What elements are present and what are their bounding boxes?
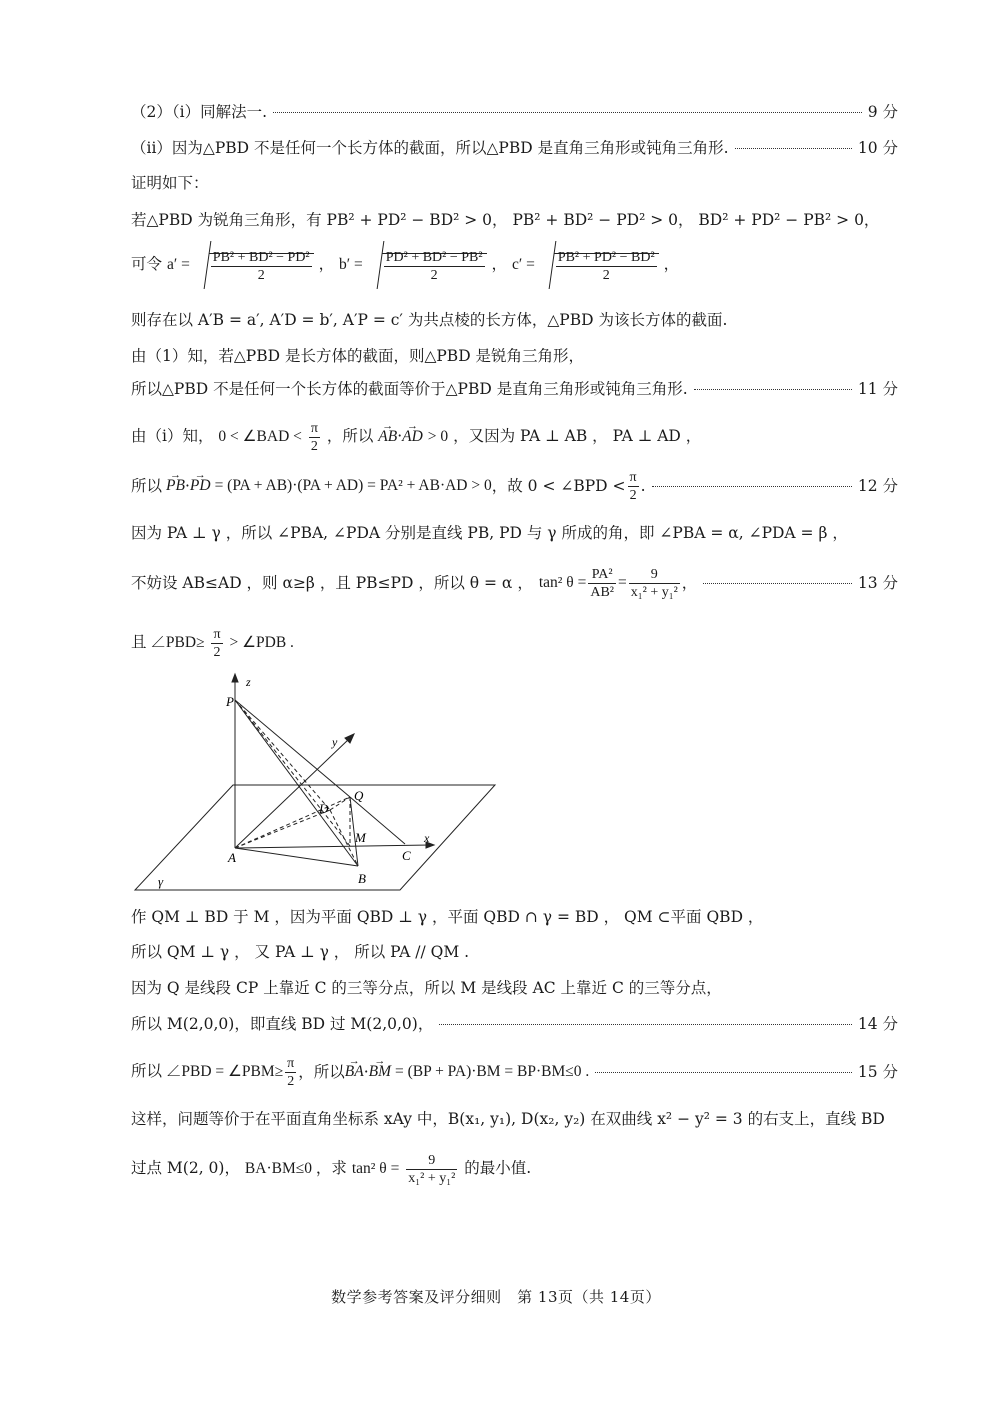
frac-den: 2 bbox=[213, 644, 221, 660]
c-prime-label: c′ = bbox=[511, 256, 535, 273]
label-y: y bbox=[332, 735, 338, 749]
line-10-prefix: 所以 bbox=[131, 477, 163, 495]
leader-dots bbox=[735, 137, 852, 149]
frac-num: π bbox=[287, 1055, 295, 1071]
tan-squared-2: tan² θ = bbox=[351, 1160, 400, 1177]
score-13: 13 分 bbox=[857, 574, 898, 592]
frac-den: 2 bbox=[430, 267, 438, 283]
label-P: P bbox=[226, 694, 234, 709]
edge-AD bbox=[235, 810, 330, 848]
line-12: 不妨设 AB≤AD ，则 α≥β ，且 PB≤PD ，所以 θ = α ， tan² θ = $\frac{\text{PA²}}{\text{AB²}}$ = $\frac{9}{\text{x₁² + y₁²}}$ ， 13 分 bbox=[131, 558, 898, 608]
leader-dots bbox=[439, 1013, 852, 1025]
x-axis bbox=[235, 845, 430, 848]
frac-num: PB² + PD² − BD² bbox=[557, 249, 655, 265]
line-13-prefix: 且 ∠PBD≥ bbox=[131, 634, 205, 651]
line-10: 所以 → PB · → PD = (PA + AB)·(PA + AD) = PA² + AB·AD > 0 ，故 0 < ∠BPD < $\frac{\pi}{2}$ . 12 分 bbox=[131, 466, 898, 506]
line-6: 则存在以 A′B = a′, A′D = b′, A′P = c′ 为共点棱的长方体，△PBD 为该长方体的截面. bbox=[131, 311, 728, 329]
frac-den: x₁² + y₁² bbox=[630, 584, 678, 600]
a-prime-label: a′ = bbox=[166, 256, 190, 273]
line-10-conclusion: ，故 0 < ∠BPD < bbox=[491, 477, 626, 495]
line-5-prefix: 可令 bbox=[131, 255, 163, 273]
pi-over-2 bbox=[211, 626, 222, 661]
line-3: 证明如下： bbox=[131, 174, 209, 192]
line-9-prefix: 由（i）知， bbox=[131, 427, 214, 445]
plane-gamma bbox=[135, 785, 495, 890]
score-11: 11 分 bbox=[857, 380, 898, 398]
line-14: 作 QM ⊥ BD 于 M ，因为平面 QBD ⊥ γ ，平面 QBD ∩ γ = BD ， QM ⊂平面 QBD ， bbox=[131, 908, 764, 926]
vec-bm: → BM bbox=[369, 1052, 391, 1092]
vec-pb: → PB bbox=[166, 466, 185, 506]
line-9-suffix: ，又因为 PA ⊥ AB ， PA ⊥ AD ， bbox=[453, 427, 702, 445]
frac-num: PA² bbox=[588, 566, 616, 584]
frac-num: π bbox=[629, 469, 637, 485]
vec-pd: → PD bbox=[190, 466, 211, 506]
line-10-equation: = (PA + AB)·(PA + AD) = PA² + AB·AD > 0 bbox=[214, 477, 492, 494]
vec-ba: → BA bbox=[345, 1052, 364, 1092]
line-19: 这样，问题等价于在平面直角坐标系 xAy 中，B(x₁, y₁), D(x₂, y₂) 在双曲线 x² − y² = 3 的右支上，直线 BD bbox=[131, 1110, 885, 1128]
frac-den: 2 bbox=[287, 1073, 295, 1089]
edge-PB bbox=[235, 700, 358, 866]
line-18-equation: = (BP + PA)·BM = BP·BM≤0 . bbox=[395, 1063, 590, 1080]
pi-over-2 bbox=[285, 1055, 296, 1090]
leader-dots bbox=[273, 101, 862, 113]
line-11: 因为 PA ⊥ γ ，所以 ∠PBA, ∠PDA 分别是直线 PB, PD 与 γ 所成的角，即 ∠PBA = α, ∠PDA = β ， bbox=[131, 524, 848, 542]
score-12: 12 分 bbox=[857, 477, 898, 495]
frac-den: 2 bbox=[602, 267, 610, 283]
edge-PM bbox=[235, 700, 350, 846]
line-9: 由（i）知， 0 < ∠BAD < $\frac{\pi}{2}$ ，所以 → AB·→ AD > 0 ，又因为 PA ⊥ AB ， PA ⊥ AD ， bbox=[131, 416, 701, 457]
leader-dots bbox=[703, 583, 852, 584]
frac-den: x₁² + y₁² bbox=[408, 1170, 456, 1186]
gt-zero: > 0 bbox=[427, 428, 449, 445]
line-8-text: 所以△PBD 不是任何一个长方体的截面等价于△PBD 是直角三角形或钝角三角形. bbox=[131, 380, 688, 398]
label-x: x bbox=[424, 831, 430, 845]
edge-AQ bbox=[235, 797, 350, 848]
score-1: 9 分 bbox=[867, 103, 898, 121]
frac-num: π bbox=[213, 626, 221, 642]
label-z: z bbox=[246, 675, 251, 689]
label-C: C bbox=[402, 848, 411, 863]
line-13-suffix: > ∠PDB . bbox=[229, 634, 294, 651]
line-20-suffix: 的最小值. bbox=[464, 1159, 532, 1177]
label-M: M bbox=[355, 830, 366, 845]
vec-ad: → AD bbox=[402, 417, 423, 457]
line-20-prefix: 过点 M(2, 0)， bbox=[131, 1159, 240, 1177]
line-7: 由（1）知，若△PBD 是长方体的截面，则△PBD 是锐角三角形， bbox=[131, 347, 585, 365]
line-4: 若△PBD 为锐角三角形，有 PB² + PD² − BD² > 0， PB² + BD² − PD² > 0， BD² + PD² − PB² > 0， bbox=[131, 211, 880, 229]
line-2 bbox=[131, 137, 898, 159]
label-Q: Q bbox=[354, 788, 364, 803]
line-18: 所以 ∠PBD = ∠PBM≥ $\frac{\pi}{2}$ ，所以 → BA · → BM = (BP + PA)·BM = BP·BM≤0 . 15 分 bbox=[131, 1052, 898, 1092]
bad-inequality: 0 < ∠BAD < bbox=[218, 428, 302, 445]
pi-over-2 bbox=[309, 420, 320, 455]
label-A: A bbox=[228, 850, 236, 865]
line-8 bbox=[131, 378, 898, 400]
label-D: D bbox=[319, 801, 329, 816]
nine-over-x1y1 bbox=[629, 566, 680, 601]
frac-den: AB² bbox=[590, 584, 614, 600]
vec-ab: → AB bbox=[378, 417, 397, 457]
score-2: 10 分 bbox=[857, 139, 898, 157]
pi-over-2 bbox=[628, 469, 639, 504]
line-20-condition: BA·BM≤0 ，求 bbox=[244, 1160, 347, 1177]
frac-num: 9 bbox=[406, 1152, 457, 1170]
edge-AB bbox=[235, 848, 358, 866]
label-gamma: γ bbox=[158, 874, 164, 889]
leader-dots bbox=[694, 378, 852, 390]
edge-DQ bbox=[330, 797, 350, 810]
frac-num: π bbox=[310, 420, 318, 436]
nine-over-x1y1-2 bbox=[406, 1152, 457, 1187]
line-20 bbox=[131, 1146, 531, 1191]
pa2-over-ab2 bbox=[588, 566, 616, 601]
tan-squared: tan² θ = bbox=[538, 574, 587, 591]
leader-dots bbox=[595, 1072, 852, 1073]
geometry-figure bbox=[130, 670, 502, 895]
frac-num: 9 bbox=[629, 566, 680, 584]
line-1 bbox=[131, 101, 898, 123]
sqrt-c bbox=[540, 241, 659, 289]
score-15: 15 分 bbox=[857, 1063, 898, 1081]
line-12-prefix: 不妨设 AB≤AD ，则 α≥β ，且 PB≤PD ，所以 θ = α ， bbox=[131, 574, 533, 592]
line-18-mid: ，所以 bbox=[298, 1063, 345, 1081]
line-15: 所以 QM ⊥ γ ， 又 PA ⊥ γ ， 所以 PA // QM . bbox=[131, 943, 470, 961]
frac-den: 2 bbox=[257, 267, 265, 283]
b-prime-label: b′ = bbox=[339, 256, 363, 273]
z-arrow bbox=[232, 674, 238, 682]
frac-num: PB² + BD² − PD² bbox=[212, 249, 310, 265]
frac-den: 2 bbox=[629, 487, 637, 503]
line-5: 可令 a′ = $\frac{\text{PB² + BD² − PD²}}{2}$ ， b′ = $\frac{\text{PD² + BD² − PB²}}{2}$ ， c′ = $\frac{\text{PB² + PD² − BD²}}{2}$ ， bbox=[131, 240, 679, 289]
so-text: ，所以 bbox=[326, 427, 374, 445]
label-B: B bbox=[358, 871, 366, 886]
frac-num: PD² + BD² − PB² bbox=[385, 249, 483, 265]
score-14: 14 分 bbox=[857, 1015, 898, 1033]
page-footer: 数学参考答案及评分细则 第 13页（共 14页） bbox=[331, 1288, 661, 1306]
frac-den: 2 bbox=[310, 438, 318, 454]
line-1-text: （2）（i）同解法一. bbox=[131, 103, 267, 121]
sqrt-b bbox=[368, 241, 487, 289]
line-17-text: 所以 M(2,0,0)，即直线 BD 过 M(2,0,0)， bbox=[131, 1015, 434, 1033]
line-13 bbox=[131, 622, 294, 663]
leader-dots bbox=[652, 486, 852, 487]
edge-PD bbox=[235, 700, 330, 810]
line-17 bbox=[131, 1013, 898, 1035]
sqrt-a bbox=[195, 241, 314, 289]
line-2-text: （ii）因为△PBD 不是任何一个长方体的截面，所以△PBD 是直角三角形或钝角三角形. bbox=[131, 139, 729, 157]
line-18-prefix: 所以 ∠PBD = ∠PBM≥ bbox=[131, 1063, 284, 1080]
line-16: 因为 Q 是线段 CP 上靠近 C 的三等分点，所以 M 是线段 AC 上靠近 C 的三等分点， bbox=[131, 979, 722, 997]
